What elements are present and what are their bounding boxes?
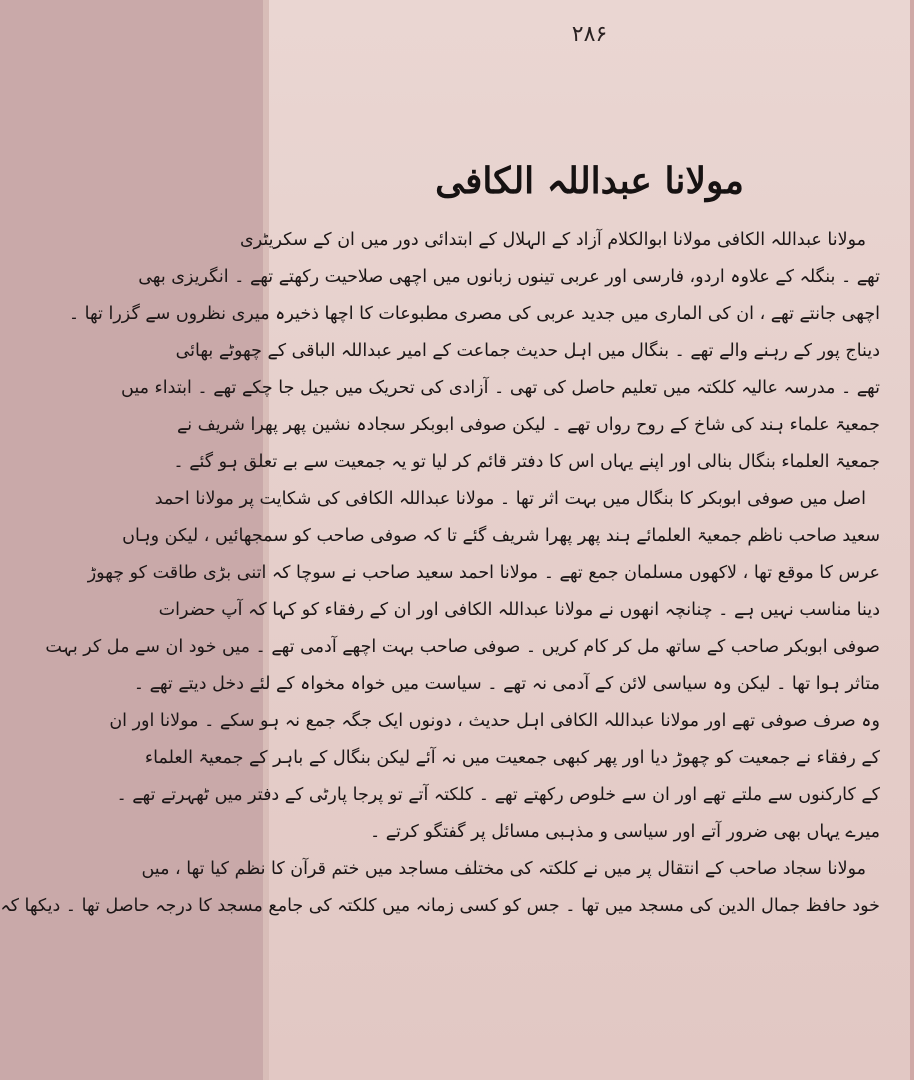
chapter-title: مولانا عبداللہ الکافی [435, 160, 744, 202]
text-line: میرے یہاں بھی ضرور آتے اور سیاسی و مذہبی مسائل پر گفتگو کرتے ۔ [369, 822, 880, 842]
page-number: ۲۸۶ [571, 22, 608, 47]
text-line: عرس کا موقع تھا ، لاکھوں مسلمان جمع تھے ۔ مولانا احمد سعید صاحب نے سوچا کہ اتنی بڑی طاقت کو چھوڑ [87, 563, 880, 583]
text-line: تھے ۔ بنگلہ کے علاوہ اردو، فارسی اور عربی تینوں زبانوں میں اچھی صلاحیت رکھتے تھے ۔ انگریزی بھی [138, 267, 880, 287]
text-line: دیناج پور کے رہنے والے تھے ۔ بنگال میں اہل حدیث جماعت کے امیر عبداللہ الباقی کے چھوٹے بھائی [175, 341, 880, 361]
text-line: متاثر ہوا تھا ۔ لیکن وہ سیاسی لائن کے آدمی نہ تھے ۔ سیاست میں خواہ مخواہ کے لئے دخل دیتے تھے ۔ [133, 674, 880, 694]
text-line: جمعیۃ علماء ہند کی شاخ کے روح رواں تھے ۔ لیکن صوفی ابوبکر سجادہ نشین پھر پھرا شریف نے [176, 415, 880, 435]
text-line: اچھی جانتے تھے ، ان کی الماری میں جدید عربی کی مصری مطبوعات کا اچھا ذخیرہ میری نظروں سے گزرا تھا ۔ [68, 304, 880, 324]
text-line: جمعیۃ العلماء بنگال بنالی اور اپنے یہاں اس کا دفتر قائم کر لیا تو یہ جمعیت سے بے تعلق ہو گئے ۔ [173, 452, 880, 472]
body-text [0, 222, 880, 925]
text-line: کے رفقاء نے جمعیت کو چھوڑ دیا اور پھر کبھی جمعیت میں نہ آئے لیکن بنگال کے باہر کے جمعیۃ العلماء [144, 748, 880, 768]
text-line: خود حافظ جمال الدین کی مسجد میں تھا ۔ جس کو کسی زمانہ میں کلکتہ کی جامع مسجد کا درجہ حاصل تھا ۔ دیکھا کہ [0, 896, 880, 916]
text-line: سعید صاحب ناظم جمعیۃ العلمائے ہند پھر پھرا شریف گئے تا کہ صوفی صاحب کو سمجھائیں ، لیکن وہاں [122, 526, 880, 546]
text-line: مولانا عبداللہ الکافی مولانا ابوالکلام آزاد کے الہلال کے ابتدائی دور میں ان کے سکریٹری [240, 230, 866, 250]
text-line: تھے ۔ مدرسہ عالیہ کلکتہ میں تعلیم حاصل کی تھی ۔ آزادی کی تحریک میں جیل جا چکے تھے ۔ ابتداء میں [121, 378, 880, 398]
text-line: دینا مناسب نہیں ہے ۔ چنانچہ انھوں نے مولانا عبداللہ الکافی اور ان کے رفقاء کو کہا کہ آپ حضرات [158, 600, 880, 620]
text-line: وہ صرف صوفی تھے اور مولانا عبداللہ الکافی اہل حدیث ، دونوں ایک جگہ جمع نہ ہو سکے ۔ مولانا اور ان [109, 711, 880, 731]
text-line: اصل میں صوفی ابوبکر کا بنگال میں بہت اثر تھا ۔ مولانا عبداللہ الکافی کی شکایت پر مولانا احمد [154, 489, 866, 509]
text-line: کے کارکنوں سے ملتے تھے اور ان سے خلوص رکھتے تھے ۔ کلکتہ آتے تو پرجا پارٹی کے دفتر میں ٹھہرتے تھے ۔ [116, 785, 880, 805]
text-line: صوفی ابوبکر صاحب کے ساتھ مل کر کام کریں ۔ صوفی صاحب بہت اچھے آدمی تھے ۔ میں خود ان سے مل کر بہت [45, 637, 880, 657]
text-line: مولانا سجاد صاحب کے انتقال پر میں نے کلکتہ کی مختلف مساجد میں ختم قرآن کا نظم کیا تھا ، میں [141, 859, 866, 879]
